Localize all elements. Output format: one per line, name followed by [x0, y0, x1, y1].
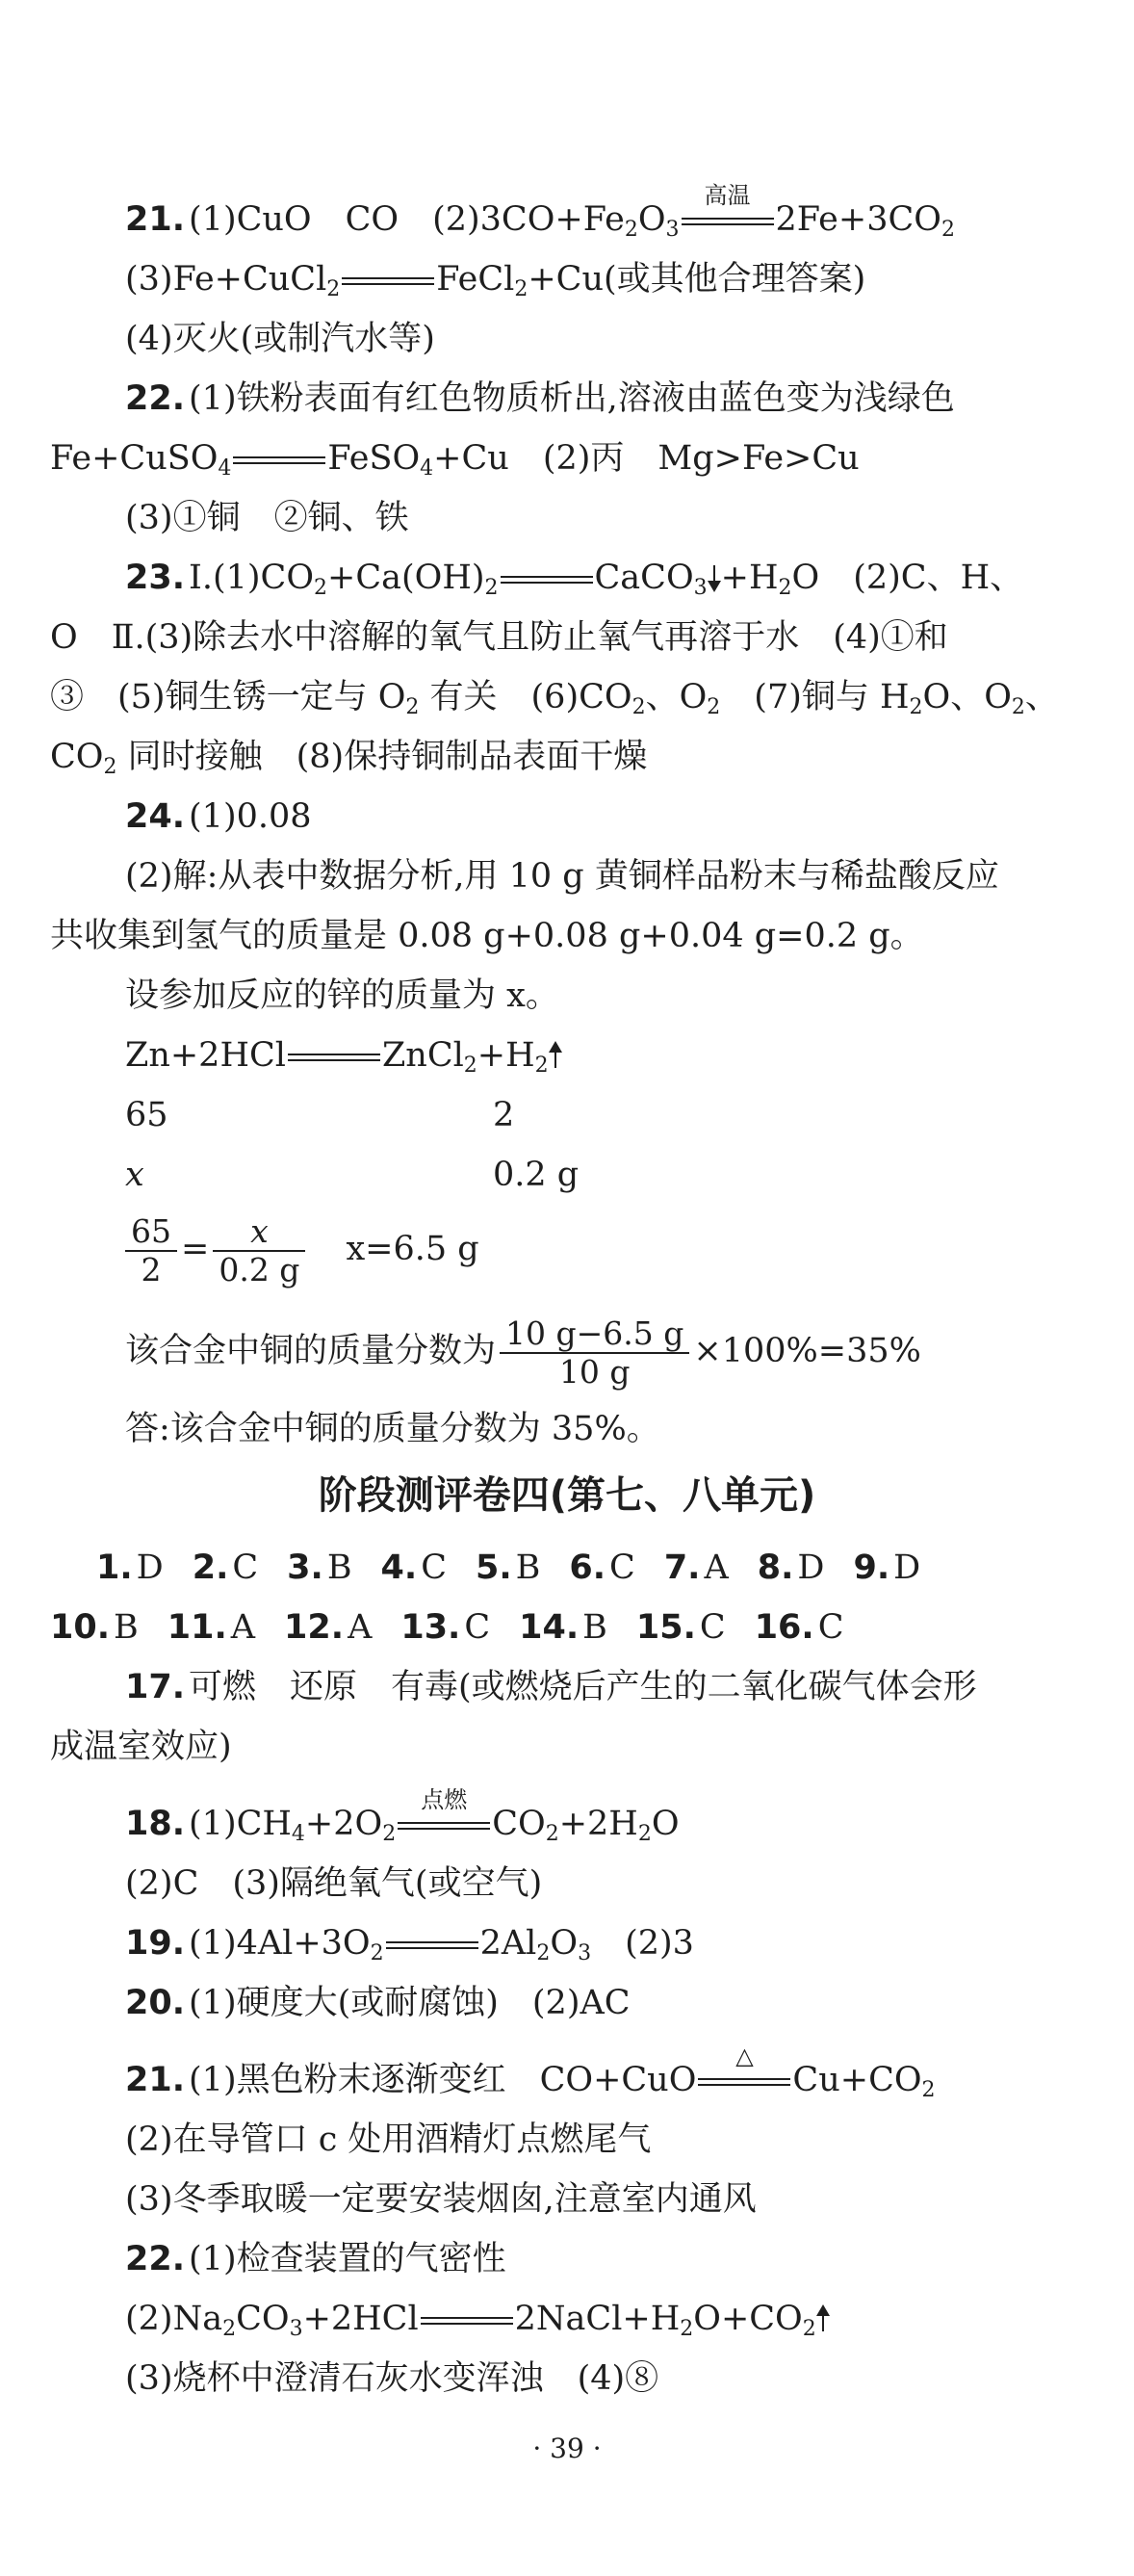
mc-number: 5. [475, 1548, 512, 1587]
mc-answer [168, 1608, 255, 1647]
mc-choice: D [893, 1548, 921, 1587]
mc-answer [50, 1608, 139, 1647]
mc-choice: B [326, 1548, 352, 1587]
p24-line1: 24. (1)0.08 [125, 797, 312, 836]
mc-answer [284, 1608, 372, 1647]
p23-line1: 23. $Ⅰ.(1)CO_2+Ca(OH)_2$ CaCO$_3$ $+H_2O$ (2)C、H、 [125, 559, 1024, 600]
mc-answer [381, 1548, 447, 1587]
mc-answer [664, 1548, 729, 1587]
mc-number: 4. [380, 1548, 418, 1587]
q21-line1: 21. (1)黑色粉末逐渐变红 CO+CuO △ $Cu+CO_2$ [125, 2042, 936, 2102]
p24-line3: 共收集到氢气的质量是 0.08 g+0.08 g+0.04 g=0.2 g。 [50, 917, 924, 955]
p24-line4: 设参加反应的锌的质量为 x。 [125, 976, 559, 1015]
q22-line1: 22. (1)检查装置的气密性 [125, 2240, 506, 2278]
mc-choice: A [348, 1608, 373, 1647]
q19-line: 19. $(1)4Al+3O_2$ $2Al_2O_3$ (2)3 [125, 1924, 694, 1965]
q17-line2: 成温室效应) [50, 1728, 232, 1766]
mc-number: 7. [663, 1548, 701, 1587]
mc-choice: C [232, 1548, 259, 1587]
mc-choice: C [817, 1608, 844, 1647]
mc-answer [569, 1548, 634, 1587]
q17-line1: 17. 可燃 还原 有毒(或燃烧后产生的二氧化碳气体会形 [125, 1668, 977, 1706]
mc-choice: C [421, 1548, 447, 1587]
reaction-equals-sign [501, 570, 593, 589]
mc-number: 15. [635, 1608, 696, 1647]
mc-number: 6. [569, 1548, 606, 1587]
mc-choice: C [464, 1608, 491, 1647]
fraction: $\frac{x}{0.2 g}$ [213, 1213, 305, 1288]
q21-line2: (2)在导管口 c 处用酒精灯点燃尾气 [125, 2121, 652, 2159]
reaction-equals-sign [421, 2311, 513, 2330]
precipitate-arrow-icon [713, 565, 715, 590]
p24-line2: (2)解:从表中数据分析,用 10 g 黄铜样品粉末与稀盐酸反应 [125, 857, 999, 896]
mc-answer [193, 1548, 258, 1587]
mc-answer [853, 1548, 920, 1587]
mc-answer [400, 1608, 490, 1647]
q18-line1: 18. $(1)CH_4+2O_2$ 点燃 $CO_2+2H_2O$ [125, 1785, 680, 1846]
mc-number: 3. [287, 1548, 323, 1587]
reaction-equals-sign: 点燃 [398, 1816, 490, 1835]
mc-row-2 [50, 1606, 872, 1649]
p22-line2: Fe+CuSO$_4$ FeSO$_4$+Cu (2)丙 Mg>Fe>Cu [50, 439, 860, 481]
mc-answer [96, 1548, 164, 1587]
mc-answer [758, 1548, 825, 1587]
p23-line4: $CO_2$ 同时接触 (8)保持铜制品表面干燥 [50, 738, 648, 779]
fraction: $\frac{10 g-6.5 g}{10 g}$ [500, 1315, 689, 1391]
reaction-equals-sign [342, 272, 434, 291]
reaction-equals-sign [288, 1048, 380, 1067]
mc-choice: B [114, 1608, 139, 1647]
mc-answer [519, 1608, 607, 1647]
mc-number: 13. [400, 1608, 461, 1647]
mc-choice: A [230, 1608, 256, 1647]
p22-line3: (3)①铜 ②铜、铁 [125, 499, 409, 537]
mc-choice: B [582, 1608, 607, 1647]
gas-arrow-icon [822, 2306, 824, 2331]
mc-number: 2. [192, 1548, 229, 1587]
mc-number: 11. [167, 1608, 227, 1647]
p24-ratio-row1-left: 65 [125, 1096, 168, 1134]
mc-number: 12. [284, 1608, 345, 1647]
page-number: · 39 · [532, 2433, 602, 2464]
mc-answer [476, 1548, 540, 1587]
mc-number: 16. [754, 1608, 814, 1647]
p21-line3: (4)灭火(或制汽水等) [125, 320, 435, 358]
q22-line3: (3)烧杯中澄清石灰水变浑浊 (4)⑧ [125, 2359, 659, 2398]
q21-line3: (3)冬季取暖一定要安装烟囱,注意室内通风 [125, 2180, 757, 2219]
q20-line: 20. (1)硬度大(或耐腐蚀) (2)AC [125, 1984, 631, 2022]
section-title: 阶段测评卷四(第七、八单元) [318, 1473, 816, 1518]
p24-mass-fraction: 该合金中铜的质量分数为 $\frac{10 g-6.5 g}{10 g}$ ×100%=35% [125, 1314, 921, 1391]
mc-number: 9. [853, 1548, 890, 1587]
p24-proportion: $\frac{65}{2}$ = $\frac{x}{0.2 g}$ x=6.5 g [121, 1206, 479, 1292]
mc-answer [287, 1548, 351, 1587]
mc-number: 14. [519, 1608, 580, 1647]
mc-number: 10. [50, 1608, 111, 1647]
p21-line2: (3)Fe+CuCl$_2$ FeCl$_2$+Cu(或其他合理答案) [125, 260, 866, 301]
q18-line2: (2)C (3)隔绝氧气(或空气) [125, 1864, 543, 1903]
q22-line2: $(2)Na_2CO_3+2HCl$ $2NaCl+H_2O+CO_2$ [125, 2298, 830, 2340]
p24-ratio-row1-right: 2 [493, 1096, 515, 1134]
p24-answer: 答:该合金中铜的质量分数为 35%。 [125, 1410, 660, 1448]
mc-number: 1. [96, 1548, 133, 1587]
mc-answer [755, 1608, 844, 1647]
p24-equation: Zn+2HCl $ZnCl_2+H_2$ [125, 1034, 562, 1077]
mc-choice: D [797, 1548, 825, 1587]
p23-line3: ③ (5)铜生锈一定与 $O_2$ 有关 $(6)CO_2$、$O_2$ (7)铜与 $H_2O$、$O_2$、 [50, 678, 1059, 719]
p22-line1: 22. (1)铁粉表面有红色物质析出,溶液由蓝色变为浅绿色 [125, 379, 955, 418]
mc-row-1 [96, 1547, 949, 1589]
mc-answer [636, 1608, 726, 1647]
reaction-equals-sign [233, 451, 325, 470]
mc-choice: C [609, 1548, 635, 1587]
reaction-equals-sign [386, 1936, 478, 1955]
mc-choice: C [699, 1608, 726, 1647]
p24-ratio-row2-right: 0.2 g [493, 1156, 580, 1194]
mc-choice: A [704, 1548, 729, 1587]
fraction: $\frac{65}{2}$ [125, 1213, 177, 1288]
p23-line2: O Ⅱ.(3)除去水中溶解的氧气且防止氧气再溶于水 (4)①和 [50, 618, 948, 657]
p21-line1: 21. (1)CuO CO $(2)3CO+Fe_2O_3$ 高温 $2Fe+3CO_2$ [125, 181, 955, 242]
mc-number: 8. [757, 1548, 794, 1587]
reaction-equals-sign: △ [698, 2072, 790, 2092]
p24-ratio-row2-left: x [125, 1156, 144, 1194]
mc-choice: D [136, 1548, 164, 1587]
mc-choice: B [515, 1548, 541, 1587]
reaction-equals-sign: 高温 [682, 212, 774, 231]
gas-arrow-icon [554, 1043, 556, 1068]
